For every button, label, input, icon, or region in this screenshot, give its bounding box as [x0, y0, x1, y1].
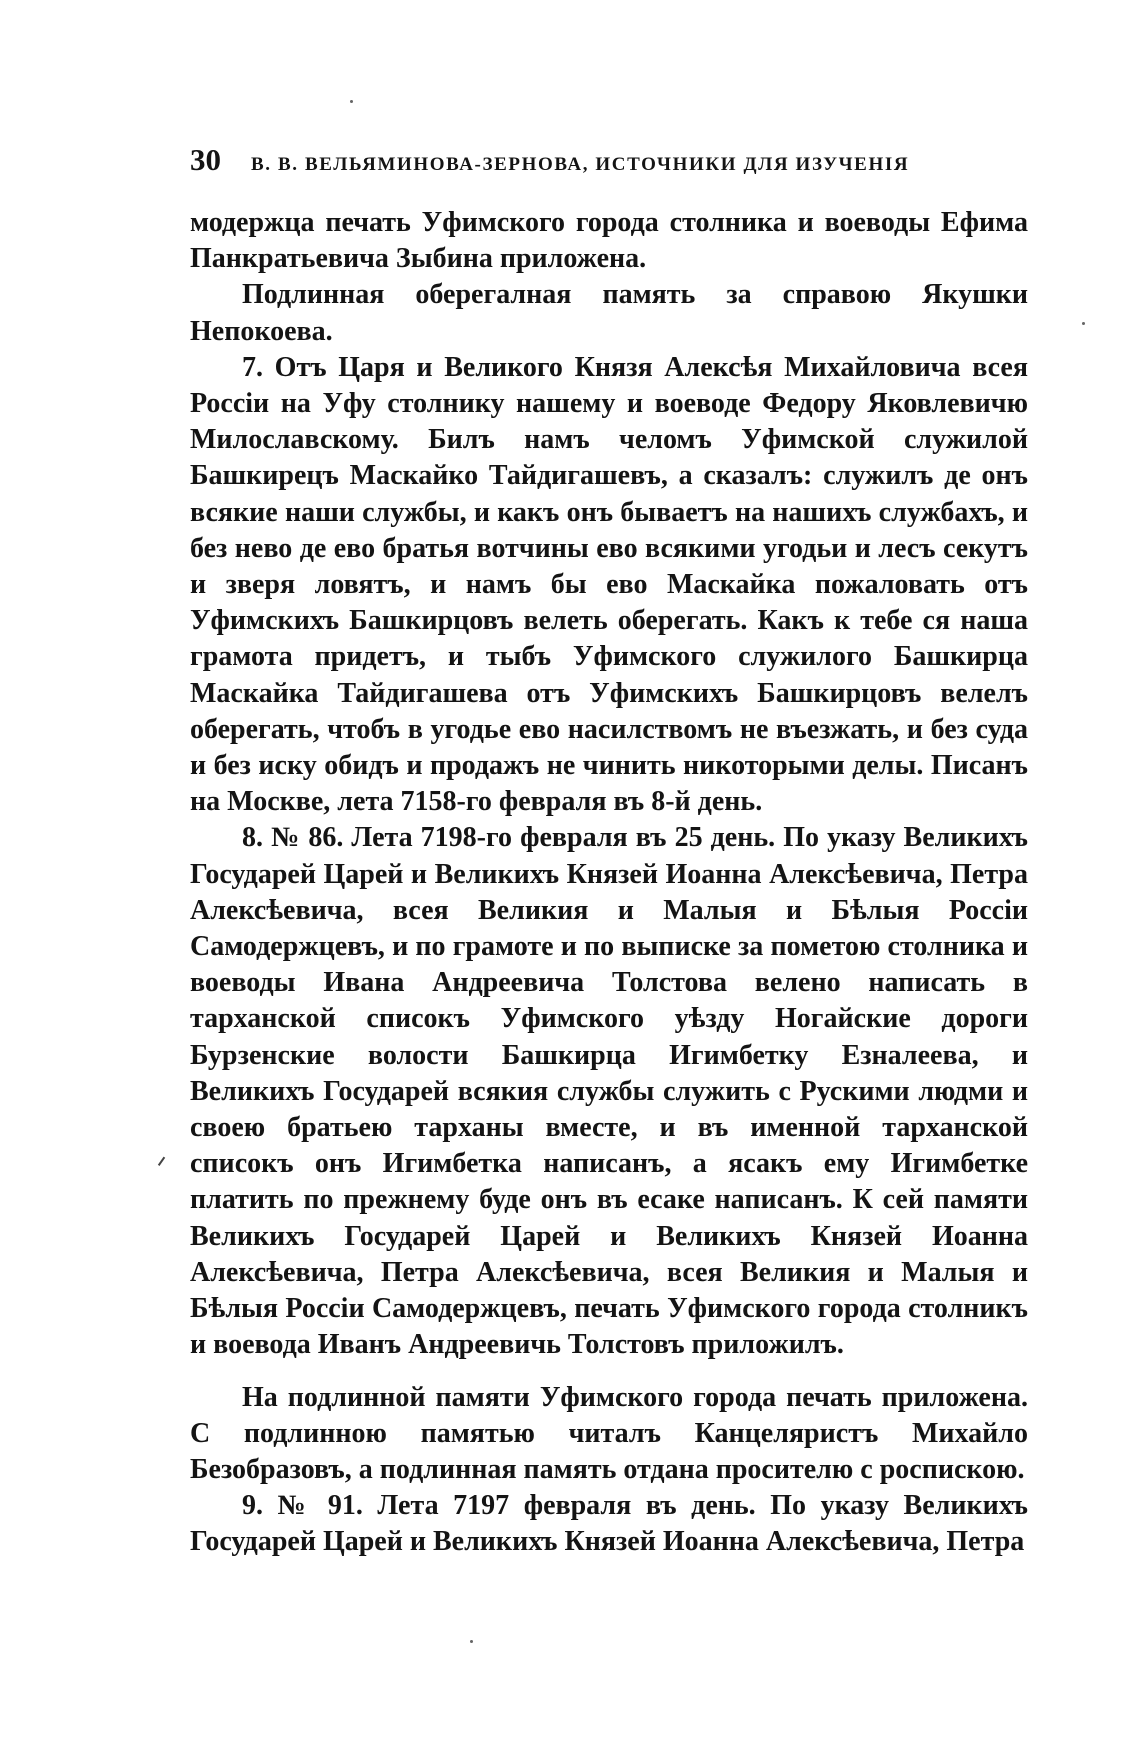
page-header — [190, 142, 1030, 178]
paper-speck — [470, 1640, 473, 1643]
margin-pencil-mark — [158, 1157, 170, 1170]
paragraph-document-8: 8. № 86. Лета 7198-го февраля въ 25 день. По указу Великихъ Государей Царей и Великихъ Князей Иоанна Алексѣевича, Петра Алексѣевича, всея Великия и Малыя и Бѣлыя Россіи Самодержцевъ, и по грамоте и по выписке за пометою столника и воеводы Ивана Андреевича Толстова велено написать в тарханской списокъ Уфимского уѣзду Ногайские дороги Бурзенские волости Башкирца Игимбетку Езналеева, и Великихъ Государей всякия службы служить с Рускими людми и своею братьею тарханы вместе, и въ именной тарханской списокъ онъ Игимбетка написанъ, а ясакъ ему Игимбетке платить по прежнему буде онъ въ есаке написанъ. К сей памяти Великихъ Государей Царей и Великихъ Князей Иоанна Алексѣевича, Петра Алексѣевича, всея Великия и Малыя и Бѣлыя Россіи Самодержцевъ, печать Уфимского города столникъ и воевода Иванъ Андреевичь Толстовъ приложилъ. — [190, 822, 1028, 1361]
paragraph-document-9: 9. № 91. Лета 7197 февраля въ день. По указу Великихъ Государей Царей и Великихъ Князей Иоанна Алексѣевича, Петра — [190, 1490, 1028, 1558]
paragraph-continuation: модержца печать Уфимского города столника и воеводы Ефима Панкратьевича Зыбина приложена. — [190, 207, 1028, 275]
paragraph-seal-note: На подлинной памяти Уфимского города печать приложена. С подлинною памятью читалъ Канцеляристъ Михайло Безобразовъ, а подлинная память отдана просителю с роспискою. — [190, 1381, 1028, 1485]
paragraph-document-7: 7. Отъ Царя и Великого Князя Алексѣя Михайловича всея Россіи на Уфу столнику нашему и воеводе Федору Яковлевичю Милославскому. Билъ намъ челомъ Уфимской служилой Башкирецъ Маскайко Тайдигашевъ, а сказалъ: служилъ де онъ всякие наши службы, и какъ онъ бываетъ на нашихъ службахъ, и без нево де ево братья вотчины ево всякими угодьи и лесъ секутъ и зверя ловятъ, и намъ бы ево Маскайка пожаловать отъ Уфимскихъ Башкирцовъ велеть оберегать. Какъ к тебе ся наша грамота придетъ, и тыбъ Уфимского служилого Башкирца Маскайка Тайдигашева отъ Уфимскихъ Башкирцовъ велелъ оберегать, чтобъ в угодье ево насилствомъ не въезжать, и без суда и без иску обидъ и продажъ не чинить никоторыми делы. Писанъ на Москве, лета 7158-го февраля въ 8-й день. — [190, 351, 1028, 818]
body-text — [190, 205, 1028, 1561]
paper-speck — [1082, 322, 1085, 325]
paper-speck — [350, 100, 353, 103]
page-number: 30 — [190, 142, 221, 177]
paragraph-original-note: Подлинная оберегалная память за справою Якушки Непокоева. — [190, 279, 1028, 347]
running-head: В. В. ВЕЛЬЯМИНОВА-ЗЕРНОВА, ИСТОЧНИКИ ДЛЯ ИЗУЧЕНІЯ — [251, 154, 910, 175]
